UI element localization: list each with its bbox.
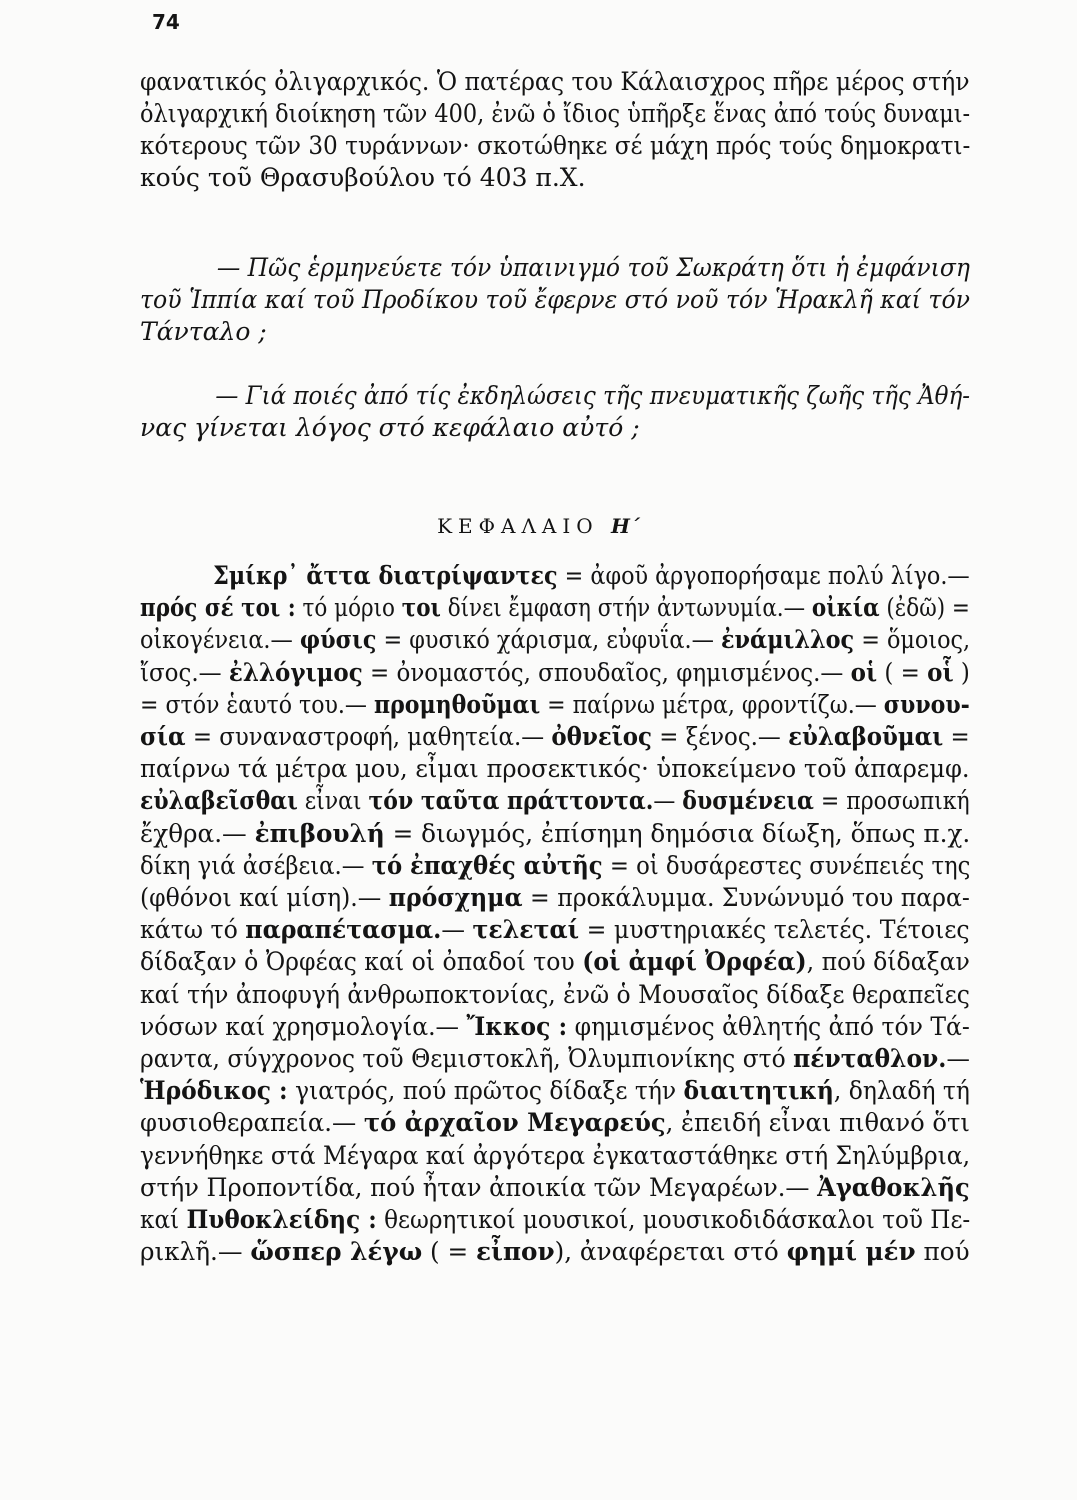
glossary-text: = ὅμοιος, bbox=[854, 625, 971, 655]
text-line: κότερους τῶν 30 τυράννων· σκοτώθηκε σέ μάχη πρός τούς δημοκρατι- bbox=[140, 131, 971, 160]
glossary-text: κάτω τό bbox=[140, 915, 246, 945]
glossary-text: (φθόνοι καί μίση).— bbox=[140, 883, 389, 913]
glossary-text: = μυστηριακές τελετές. Τέτοιες bbox=[579, 915, 970, 945]
glossary-text: ρικλῆ.— bbox=[140, 1237, 251, 1267]
glossary-text: φυσιοθεραπεία.— bbox=[140, 1108, 364, 1138]
continuation-paragraph bbox=[140, 66, 970, 194]
glossary-text: , πού δίδαξαν bbox=[806, 947, 970, 977]
glossary-text: ἔχθρα.— bbox=[140, 818, 255, 848]
glossary-text: οἰκογένεια.— bbox=[140, 625, 300, 655]
glossary-text: θεωρητικοί μουσικοί, μουσικοδιδάσκαλοι τοῦ Πε- bbox=[376, 1205, 971, 1235]
glossary-term: ἐνάμιλλος bbox=[720, 625, 855, 655]
text-line: ὀλιγαρχική διοίκηση τῶν 400, ἐνῶ ὁ ἴδιος ὑπῆρξε ἕνας ἀπό τούς δυναμι- bbox=[140, 99, 971, 128]
glossary-text: φημισμένος ἀθλητής ἀπό τόν Τά- bbox=[567, 1011, 970, 1041]
glossary-text: = συναναστροφή, μαθητεία.— bbox=[185, 722, 552, 752]
glossary-line bbox=[140, 1107, 970, 1139]
glossary-text: = διωγμός, ἐπίσημη δημόσια δίωξη, ὅπως π.χ. bbox=[384, 818, 971, 848]
glossary-text: τό μόριο bbox=[295, 593, 402, 623]
glossary-line bbox=[140, 1236, 970, 1268]
glossary-line bbox=[140, 946, 970, 978]
glossary-section bbox=[140, 560, 970, 1268]
glossary-text: ( = bbox=[422, 1237, 477, 1267]
glossary-term: προμηθοῦμαι bbox=[373, 689, 541, 719]
glossary-text: , δηλαδή τή bbox=[833, 1076, 970, 1106]
glossary-line bbox=[140, 689, 970, 721]
glossary-term: εὐλαβεῖσθαι bbox=[140, 786, 298, 816]
glossary-term: Πυθοκλείδης : bbox=[186, 1205, 377, 1235]
glossary-term: φημί μέν bbox=[786, 1237, 916, 1267]
text-line: φανατικός ὀλιγαρχικός. Ὁ πατέρας του Κάλαισχρος πῆρε μέρος στήν bbox=[140, 67, 970, 96]
text-line: νας γίνεται λόγος στό κεφάλαιο αὐτό ; bbox=[140, 413, 640, 442]
glossary-term: τελεταί bbox=[472, 915, 580, 945]
glossary-text: στήν Προποντίδα, πού ἦταν ἀποικία τῶν Μεγαρέων.— bbox=[140, 1172, 818, 1202]
glossary-term: τόν ταῦτα πράττοντα. bbox=[368, 786, 654, 816]
chapter-heading-word: ΚΕΦΑΛΑΙΟ bbox=[437, 514, 599, 538]
text-line: τοῦ Ἱππία καί τοῦ Προδίκου τοῦ ἔφερνε στό νοῦ τόν Ἡρακλῆ καί τόν bbox=[140, 285, 970, 314]
text-line: — Γιά ποιές ἀπό τίς ἐκδηλώσεις τῆς πνευματικῆς ζωῆς τῆς Ἀθή- bbox=[215, 381, 971, 410]
glossary-text: πού bbox=[915, 1237, 970, 1267]
glossary-term: πρόσχημα bbox=[388, 883, 523, 913]
glossary-term: εἶπον bbox=[476, 1237, 555, 1267]
glossary-term: εὐλαβοῦμαι bbox=[788, 722, 944, 752]
glossary-text: νόσων καί χρησμολογία.— bbox=[140, 1011, 467, 1041]
glossary-line bbox=[140, 624, 971, 656]
chapter-heading-numeral: Η΄ bbox=[611, 514, 640, 538]
page-number: 74 bbox=[152, 10, 180, 34]
glossary-text: = προκάλυμμα. Συνώνυμό του παρα- bbox=[522, 883, 970, 913]
glossary-text: = ὀνομαστός, σπουδαῖος, φημισμένος.— bbox=[362, 657, 851, 687]
glossary-text: καί τήν ἀποφυγή ἀνθρωποκτονίας, ἐνῶ ὁ Μουσαῖος δίδαξε θεραπεῖες bbox=[140, 979, 970, 1009]
glossary-term: Ἴκκος : bbox=[466, 1011, 568, 1041]
glossary-line bbox=[140, 979, 970, 1011]
glossary-term: πρός σέ τοι : bbox=[140, 593, 296, 623]
glossary-line bbox=[140, 818, 971, 850]
glossary-term: οἱ bbox=[850, 657, 878, 687]
glossary-line bbox=[140, 1204, 971, 1236]
glossary-text: γεννήθηκε στά Μέγαρα καί ἀργότερα ἐγκαταστάθηκε στή Σηλύμβρια, bbox=[140, 1140, 971, 1170]
glossary-term: ἐλλόγιμος bbox=[228, 657, 363, 687]
glossary-line bbox=[140, 850, 971, 882]
glossary-term: Σμίκρ᾽ ἄττα διατρίψαντες bbox=[213, 561, 558, 590]
glossary-term: τοι bbox=[401, 593, 441, 623]
glossary-text: δίδαξαν ὁ Ὀρφέας καί οἱ ὀπαδοί του bbox=[140, 947, 583, 977]
glossary-text: ἴσος.— bbox=[140, 657, 229, 687]
glossary-term: συνου- bbox=[883, 689, 970, 719]
glossary-term: φύσις bbox=[299, 625, 377, 655]
glossary-text: καί bbox=[140, 1205, 187, 1235]
question-1 bbox=[140, 252, 970, 348]
glossary-line bbox=[140, 657, 970, 689]
glossary-text: ( = bbox=[877, 657, 928, 687]
glossary-text: εἶναι bbox=[297, 786, 369, 816]
glossary-text: = οἱ δυσάρεστες συνέπειές της bbox=[602, 850, 971, 880]
glossary-line bbox=[140, 882, 970, 914]
glossary-term: σία bbox=[140, 722, 186, 752]
glossary-term: πένταθλον. bbox=[793, 1044, 947, 1074]
glossary-text: — bbox=[441, 915, 473, 945]
text-line: κούς τοῦ Θρασυβούλου τό 403 π.Χ. bbox=[140, 163, 586, 192]
glossary-text: ραντα, σύγχρονος τοῦ Θεμιστοκλῆ, Ὀλυμπιονίκης στό bbox=[140, 1044, 794, 1074]
glossary-term: (οἱ ἀμφί Ὀρφέα) bbox=[582, 947, 807, 977]
glossary-term: τό ἐπαχθές αὐτῆς bbox=[371, 850, 603, 880]
glossary-line bbox=[140, 721, 970, 753]
glossary-text: = παίρνω μέτρα, φροντίζω.— bbox=[540, 689, 884, 719]
glossary-text: = bbox=[943, 722, 970, 752]
glossary-term: παραπέτασμα. bbox=[245, 915, 442, 945]
text-line: — Πῶς ἑρμηνεύετε τόν ὑπαινιγμό τοῦ Σωκράτη ὅτι ἡ ἐμφάνιση bbox=[216, 253, 970, 282]
glossary-text: = ἀφοῦ ἀργοπορήσαμε πολύ λίγο.— bbox=[557, 561, 970, 590]
glossary-text: (ἐδῶ) = bbox=[879, 593, 970, 623]
question-2 bbox=[140, 380, 970, 444]
glossary-term: οἷ bbox=[927, 657, 954, 687]
text-line: Τάνταλο ; bbox=[140, 317, 267, 346]
glossary-term: ἐπιβουλή bbox=[254, 818, 385, 848]
glossary-line bbox=[140, 1011, 970, 1043]
glossary-text: ), ἀναφέρεται στό bbox=[554, 1237, 787, 1267]
glossary-line bbox=[140, 914, 970, 946]
glossary-line bbox=[140, 560, 970, 592]
glossary-term: διαιτητική bbox=[683, 1076, 834, 1106]
glossary-text: = στόν ἑαυτό του.— bbox=[140, 689, 374, 719]
glossary-term: οἰκία bbox=[811, 593, 880, 623]
glossary-text: = φυσικό χάρισμα, εὐφυΐα.— bbox=[376, 625, 721, 655]
glossary-line bbox=[140, 1075, 970, 1107]
glossary-text: γιατρός, πού πρῶτος δίδαξε τήν bbox=[287, 1076, 684, 1106]
glossary-text: = ξένος.— bbox=[651, 722, 789, 752]
glossary-line bbox=[140, 1043, 970, 1075]
glossary-term: ὥσπερ λέγω bbox=[250, 1237, 423, 1267]
glossary-text: = προσωπική bbox=[813, 786, 970, 816]
glossary-text: — bbox=[653, 786, 683, 816]
glossary-text: δίκη γιά ἀσέβεια.— bbox=[140, 850, 372, 880]
glossary-term: Ἡρόδικος : bbox=[140, 1076, 288, 1106]
glossary-term: Ἀγαθοκλῆς bbox=[817, 1172, 970, 1202]
glossary-text: δίνει ἔμφαση στήν ἀντωνυμία.— bbox=[440, 593, 812, 623]
glossary-text: παίρνω τά μέτρα μου, εἶμαι προσεκτικός· ὑποκείμενο τοῦ ἀπαρεμφ. bbox=[140, 754, 970, 784]
glossary-line bbox=[140, 1140, 971, 1172]
glossary-text: , ἐπειδή εἶναι πιθανό ὅτι bbox=[665, 1108, 970, 1138]
glossary-line bbox=[140, 592, 970, 624]
glossary-line bbox=[140, 753, 970, 785]
glossary-line bbox=[140, 785, 970, 817]
chapter-heading bbox=[0, 514, 1077, 538]
glossary-term: δυσμένεια bbox=[682, 786, 814, 816]
glossary-term: ὀθνεῖος bbox=[551, 722, 652, 752]
glossary-text: — bbox=[946, 1044, 970, 1074]
glossary-term: τό ἀρχαῖον Μεγαρεύς bbox=[363, 1108, 666, 1138]
glossary-text: ) bbox=[953, 657, 970, 687]
glossary-line bbox=[140, 1172, 970, 1204]
